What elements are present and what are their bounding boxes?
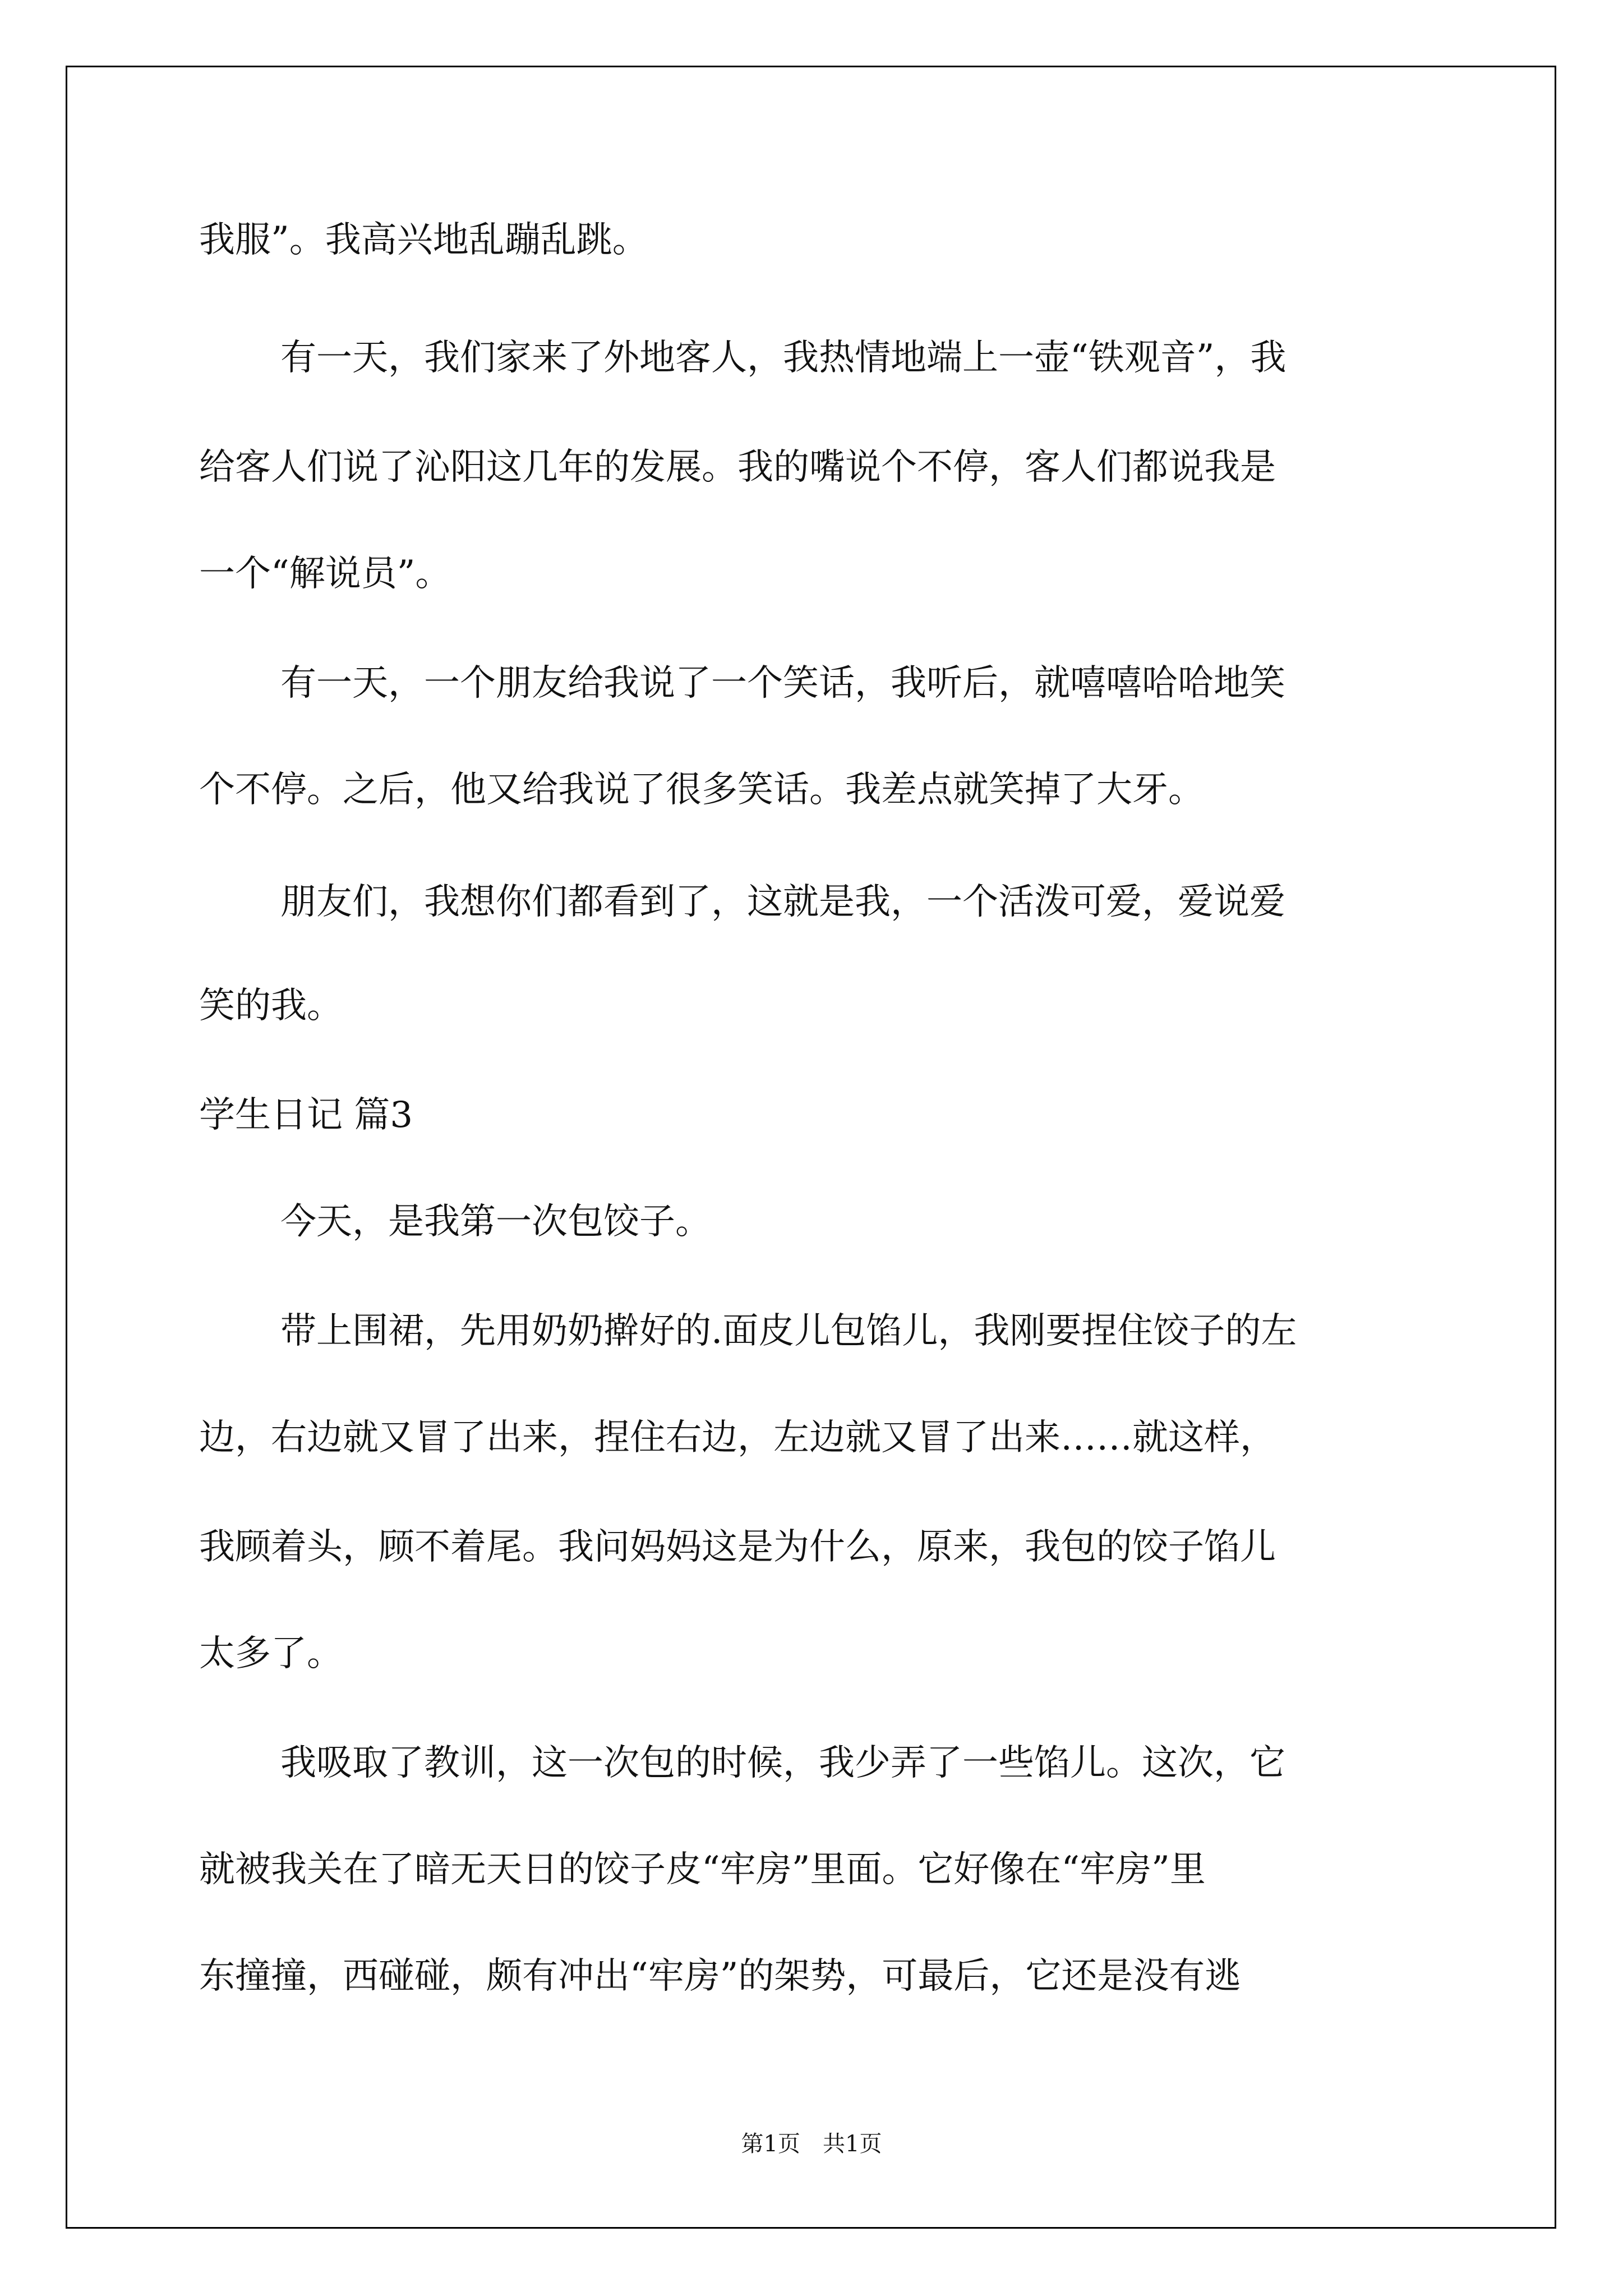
text-line: 给客人们说了沁阳这几年的发展。我的嘴说个不停，客人们都说我是 (199, 447, 1276, 488)
text-line: 太多了。 (199, 1633, 343, 1674)
paragraph-start: 我吸取了教训，这一次包的时候，我少弄了一些馅儿。这次，它 (280, 1742, 1285, 1784)
page-footer: 第1页 共1页 (741, 2131, 882, 2157)
paragraph-start: 朋友们，我想你们都看到了，这就是我，一个活泼可爱，爱说爱 (280, 881, 1285, 923)
paragraph-start: 有一天，一个朋友给我说了一个笑话，我听后，就嘻嘻哈哈地笑 (280, 662, 1285, 704)
text-line: 一个“解说员”。 (199, 553, 451, 595)
text-line: 我顾着头，顾不着尾。我问妈妈这是为什么，原来，我包的饺子馅儿 (199, 1526, 1276, 1568)
page-border (66, 66, 1556, 2229)
text-line: 边，右边就又冒了出来，捏住右边，左边就又冒了出来……就这样， (199, 1417, 1276, 1458)
text-line: 我服”。我高兴地乱蹦乱跳。 (199, 219, 648, 261)
paragraph-start: 有一天，我们家来了外地客人，我热情地端上一壶“铁观音”，我 (280, 337, 1287, 379)
text-line: 东撞撞，西碰碰，颇有冲出“牢房”的架势，可最后，它还是没有逃 (199, 1955, 1241, 1997)
paragraph-start: 今天，是我第一次包饺子。 (280, 1201, 711, 1243)
text-line: 笑的我。 (199, 985, 343, 1027)
text-line: 就被我关在了暗无天日的饺子皮“牢房”里面。它好像在“牢房”里 (199, 1849, 1206, 1890)
paragraph-start: 带上围裙，先用奶奶擀好的.面皮儿包馅儿，我刚要捏住饺子的左 (280, 1310, 1297, 1352)
section-heading: 学生日记 篇3 (199, 1094, 413, 1136)
text-line: 个不停。之后，他又给我说了很多笑话。我差点就笑掉了大牙。 (199, 769, 1204, 811)
